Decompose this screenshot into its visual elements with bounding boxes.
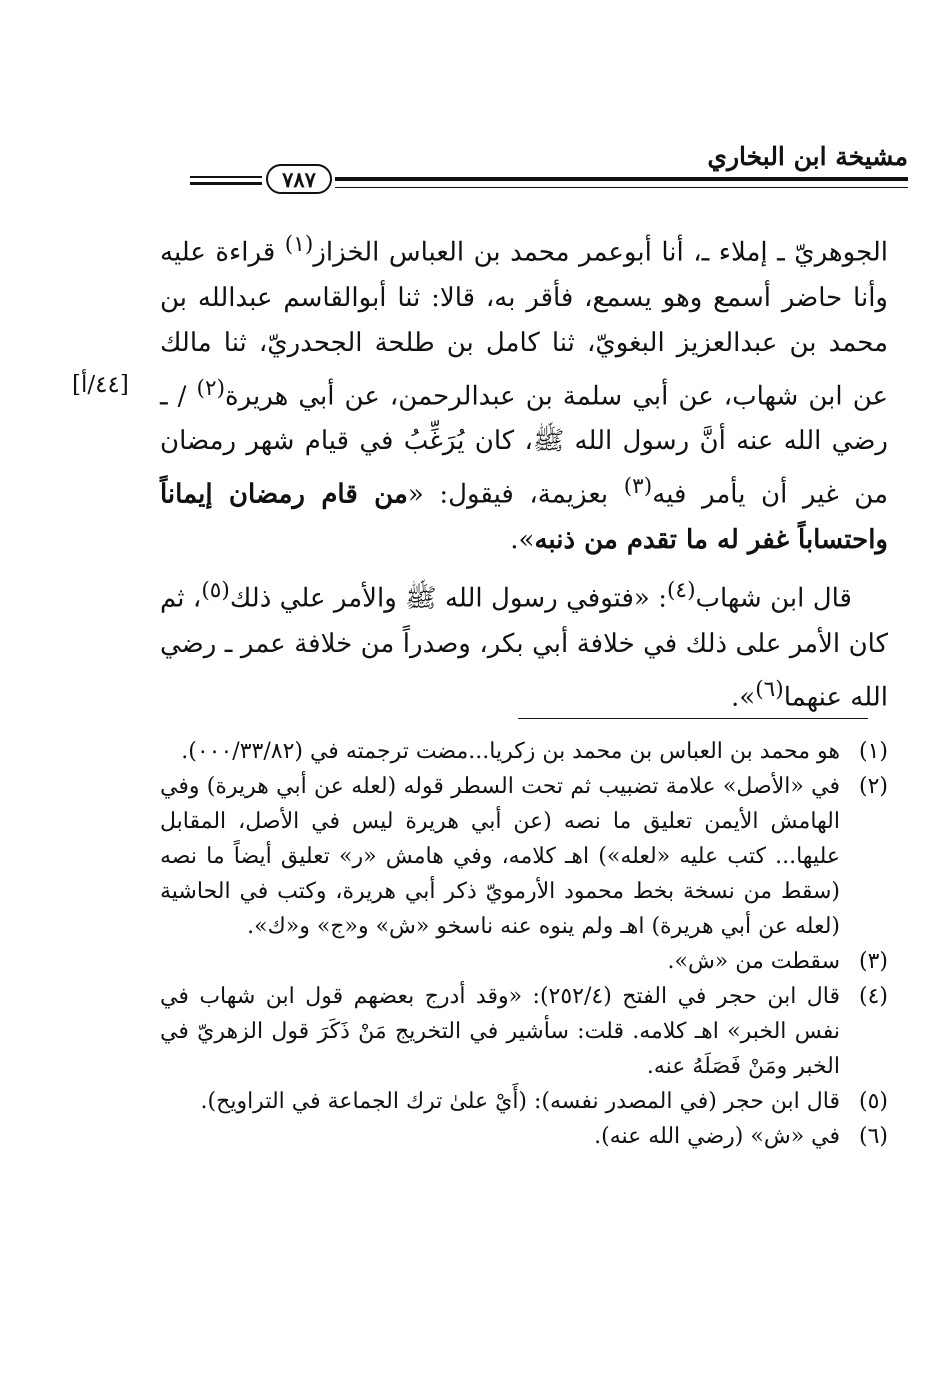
- footnote-number: (٦): [858, 1124, 888, 1149]
- footnote: [160, 734, 888, 769]
- footnote-number: (٣): [858, 949, 888, 974]
- footnote-text: سقطت من «ش».: [667, 949, 840, 974]
- footnote-ref: (٢): [196, 375, 226, 401]
- footnote-number: (١): [858, 739, 888, 764]
- footnote-ref: (٣): [623, 474, 653, 500]
- main-text-part: الجوهريّ ـ إملاء ـ، أنا أبوعمر محمد بن العباس الخزاز: [313, 237, 889, 268]
- header-rule: [335, 177, 908, 181]
- footnote-text: قال ابن حجر (في المصدر نفسه): (أَيْ علىٰ ترك الجماعة في التراويح).: [200, 1089, 840, 1114]
- margin-folio-note: [٤٤/أ]: [72, 372, 129, 398]
- footnote: [160, 944, 888, 979]
- header-rule-left-lower: [190, 182, 262, 185]
- footnote-ref: (٥): [201, 578, 230, 603]
- footnote-number: (٤): [858, 984, 888, 1009]
- page-number: [266, 164, 332, 194]
- main-text-part: : «فتوفي رسول الله ﷺ والأمر علي ذلك: [229, 583, 667, 614]
- header-rule-left: [190, 176, 262, 178]
- hadith-text: من قام رمضان إيماناً واحتساباً غفر له ما تقدم من ذنبه: [160, 479, 888, 555]
- main-text-part: قال ابن شهاب: [695, 583, 852, 614]
- running-title: مشيخة ابن البخاري: [707, 142, 908, 171]
- footnote: [160, 769, 888, 944]
- footnote: [160, 979, 888, 1084]
- footnote-text: هو محمد بن العباس بن محمد بن زكريا...مضت ترجمته في (٠٠٠/٣٣/٨٢).: [181, 739, 840, 764]
- main-text-part: ».: [510, 524, 535, 555]
- footnote-ref: (١): [284, 232, 314, 257]
- footnote-separator: [518, 718, 868, 719]
- footnote-text: قال ابن حجر في الفتح (٢٥٢/٤): «وقد أدرج بعضهم قول ابن شهاب في نفس الخبر» اهـ كلامه. قلت: سأشير في التخريج مَنْ ذَكَرَ قول الزهريّ في الخبر ومَنْ فَصَلَهُ عنه.: [160, 984, 840, 1079]
- main-text-part: ، ثم كان الأمر على ذلك في خلافة أبي بكر، وصدراً من خلافة عمر ـ رضي الله عنهما: [160, 583, 888, 713]
- footnote-number: (٥): [858, 1089, 888, 1114]
- main-paragraph-1: [160, 222, 888, 563]
- main-text-part: ».: [731, 682, 756, 713]
- footnote-ref: (٤): [666, 578, 696, 603]
- main-text-part: بعزيمة، فيقول: «: [407, 479, 624, 510]
- page-number-text: ٧٨٧: [282, 166, 316, 192]
- header-rule-thin: [335, 187, 908, 188]
- footnote-number: (٢): [858, 774, 888, 799]
- footnote-ref: (٦): [755, 676, 784, 702]
- main-text-part: / ـ رضي الله عنه أنَّ رسول الله ﷺ، كان يُرَغِّبُ في قيام شهر رمضان من غير أن يأمر فيه: [160, 381, 888, 510]
- footnotes: [160, 734, 888, 1154]
- footnote: [160, 1084, 888, 1119]
- footnote: [160, 1119, 888, 1154]
- footnote-text: في «ش» (رضي الله عنه).: [594, 1124, 840, 1149]
- main-paragraph-2: [160, 568, 888, 720]
- footnote-text: في «الأصل» علامة تضبيب ثم تحت السطر قوله (لعله عن أبي هريرة) وفي الهامش الأيمن تعليق ما نصه (عن أبي هريرة ليس في الأصل، المقابل عليها... كتب عليه «لعله») اهـ كلامه، وفي هامش «ر» تعليق أيضاً ما نصه (سقط من نسخة بخط محمود الأرمويّ ذكر أبي هريرة، وكتب في الحاشية (لعله عن أبي هريرة) اهـ ولم ينوه عنه ناسخو «ش» و«ج» و«ك».: [160, 774, 840, 939]
- main-text-part: قراءة عليه وأنا حاضر أسمع وهو يسمع، فأقر به، قالا: ثنا أبوالقاسم عبدالله بن محمد بن عبدالعزيز البغويّ، ثنا كامل بن طلحة الجحدريّ، ثنا مالك عن ابن شهاب، عن أبي سلمة بن عبدالرحمن، عن أبي هريرة: [160, 237, 888, 412]
